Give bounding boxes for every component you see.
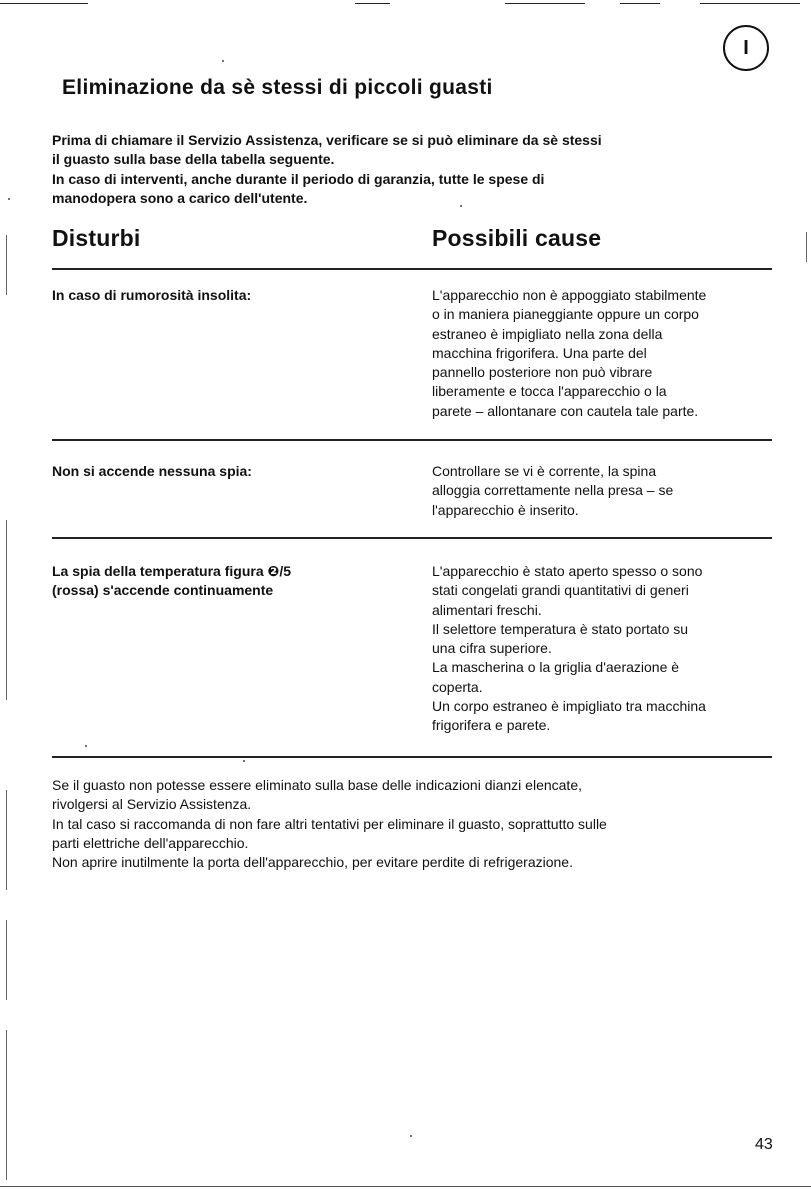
page-title: Eliminazione da sè stessi di piccoli guasti xyxy=(62,76,493,99)
cause-line: L'apparecchio è stato aperto spesso o sono xyxy=(432,563,703,579)
footer-line: In tal caso si raccomanda di non fare altri tentativi per eliminare il guasto, soprattutto sulle xyxy=(52,815,607,832)
cause-text xyxy=(432,462,772,520)
table-divider xyxy=(52,756,772,758)
column-header-cause: Possibili cause xyxy=(432,225,602,251)
cause-line: Controllare se vi è corrente, la spina xyxy=(432,463,657,479)
cause-line: Il selettore temperatura è stato portato su xyxy=(432,620,689,637)
scan-edge-line xyxy=(0,1186,811,1187)
scan-edge-line xyxy=(355,3,390,4)
scan-margin-mark xyxy=(6,790,7,890)
problem-line: La spia della temperatura figura ❷/5 xyxy=(52,563,292,579)
intro-line: manodopera sono a carico dell'utente. xyxy=(52,189,308,206)
intro-line: Prima di chiamare il Servizio Assistenza, verificare se si può eliminare da sè stessi xyxy=(52,132,602,148)
cause-line: macchina frigorifera. Una parte del xyxy=(432,344,647,361)
language-badge-label: I xyxy=(743,36,749,59)
scan-speck xyxy=(410,1135,412,1137)
problem-label: Non si accende nessuna spia: xyxy=(52,463,252,479)
scan-speck xyxy=(222,60,224,62)
intro-line: il guasto sulla base della tabella seguente. xyxy=(52,151,335,168)
problem-label xyxy=(52,562,382,601)
cause-line: Un corpo estraneo è impigliato tra macchina xyxy=(432,698,706,715)
scan-margin-mark xyxy=(806,232,807,262)
intro-text xyxy=(52,131,752,208)
cause-line: parete – allontanare con cautela tale parte. xyxy=(432,402,699,419)
scan-edge-line xyxy=(0,3,88,4)
cause-text xyxy=(432,562,772,736)
scan-edge-line xyxy=(620,3,660,4)
problem-line: (rossa) s'accende continuamente xyxy=(52,582,274,599)
column-header-disturbi: Disturbi xyxy=(52,225,141,251)
cause-line: frigorifera e parete. xyxy=(432,717,551,734)
cause-line: l'apparecchio è inserito. xyxy=(432,501,579,518)
table-divider xyxy=(52,439,772,441)
footer-text xyxy=(52,776,772,872)
scan-edge-line xyxy=(505,3,585,4)
cause-line: o in maniera pianeggiante oppure un corpo xyxy=(432,306,699,323)
scan-margin-mark xyxy=(6,235,7,295)
cause-line: alimentari freschi. xyxy=(432,601,542,618)
scan-margin-mark xyxy=(6,1030,7,1180)
cause-line: una cifra superiore. xyxy=(432,640,552,657)
scan-speck xyxy=(8,198,10,200)
cause-text xyxy=(432,286,772,421)
language-badge xyxy=(723,25,769,71)
footer-line: Se il guasto non potesse essere eliminato sulla base delle indicazioni dianzi elencate, xyxy=(52,777,582,793)
cause-line: liberamente e tocca l'apparecchio o la xyxy=(432,383,667,400)
cause-line: coperta. xyxy=(432,678,483,695)
table-divider xyxy=(52,537,772,539)
footer-line: parti elettriche dell'apparecchio. xyxy=(52,834,249,851)
intro-line: In caso di interventi, anche durante il periodo di garanzia, tutte le spese di xyxy=(52,170,545,187)
footer-line: rivolgersi al Servizio Assistenza. xyxy=(52,796,252,813)
cause-line: L'apparecchio non è appoggiato stabilmente xyxy=(432,287,707,303)
footer-line: Non aprire inutilmente la porta dell'apparecchio, per evitare perdite di refrigerazione. xyxy=(52,854,573,871)
scan-speck xyxy=(243,760,245,762)
table-divider xyxy=(52,268,772,270)
cause-line: alloggia correttamente nella presa – se xyxy=(432,482,674,499)
problem-label: In caso di rumorosità insolita: xyxy=(52,287,252,303)
cause-line: stati congelati grandi quantitativi di generi xyxy=(432,582,689,599)
scan-edge-line xyxy=(700,3,800,4)
scan-margin-mark xyxy=(6,920,7,1000)
page-number: 43 xyxy=(755,1136,773,1153)
cause-line: La mascherina o la griglia d'aerazione è xyxy=(432,659,680,676)
cause-line: estraneo è impigliato nella zona della xyxy=(432,325,663,342)
scan-speck xyxy=(85,745,87,747)
scan-margin-mark xyxy=(6,520,7,700)
cause-line: pannello posteriore non può vibrare xyxy=(432,364,653,381)
